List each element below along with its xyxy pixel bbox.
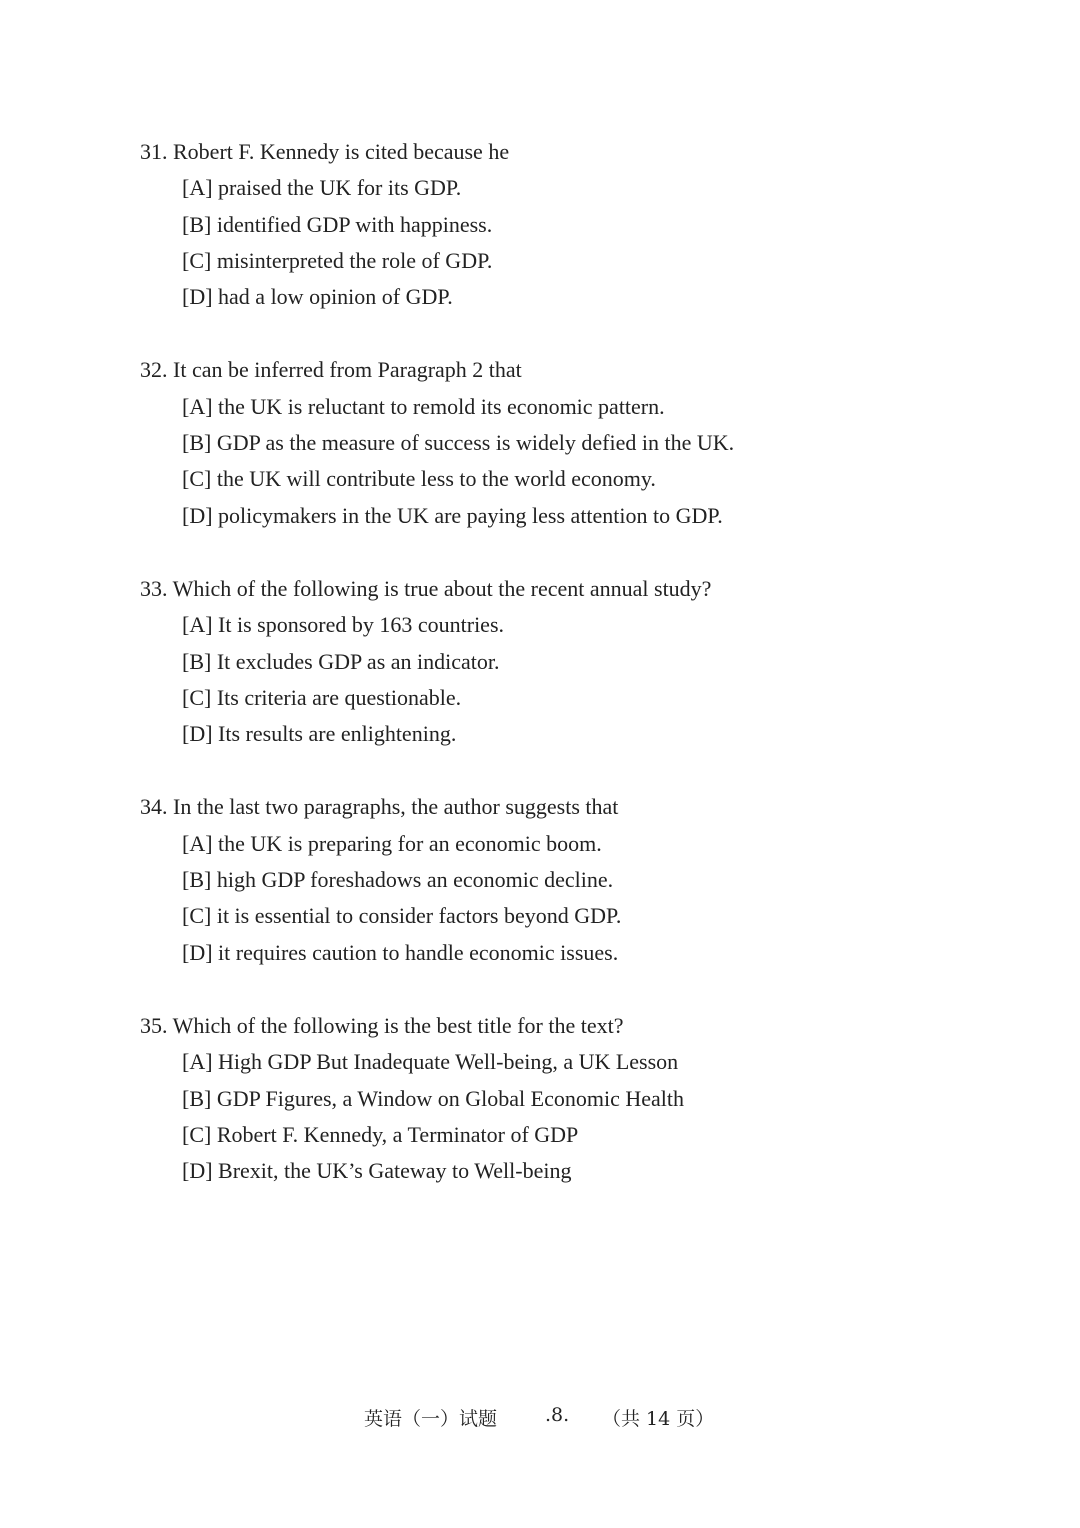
question-stem: 32. It can be inferred from Paragraph 2 that — [140, 357, 522, 383]
option-c: [C] the UK will contribute less to the world economy. — [182, 466, 656, 492]
option-b: [B] It excludes GDP as an indicator. — [182, 648, 500, 674]
option-d: [D] it requires caution to handle economic issues. — [182, 939, 619, 965]
option-c: [C] Its criteria are questionable. — [182, 684, 462, 710]
option-a: [A] High GDP But Inadequate Well-being, a UK Lesson — [182, 1049, 679, 1075]
option-a: [A] the UK is reluctant to remold its economic pattern. — [182, 393, 665, 419]
question-31 — [140, 134, 1000, 315]
option-b: [B] GDP Figures, a Window on Global Economic Health — [182, 1085, 684, 1111]
footer-total-pages: （共 14 页） — [602, 1408, 715, 1430]
option-a: [A] praised the UK for its GDP. — [182, 175, 462, 201]
question-35 — [140, 1008, 1000, 1189]
question-33 — [140, 571, 1000, 752]
option-d: [D] had a low opinion of GDP. — [182, 284, 453, 310]
option-c: [C] it is essential to consider factors beyond GDP. — [182, 903, 622, 929]
option-b: [B] identified GDP with happiness. — [182, 211, 493, 237]
question-list — [140, 134, 1000, 1226]
option-d: [D] policymakers in the UK are paying less attention to GDP. — [182, 502, 723, 528]
footer-subject: 英语（一）试题 — [364, 1408, 498, 1430]
option-b: [B] GDP as the measure of success is widely defied in the UK. — [182, 430, 735, 456]
option-d: [D] Brexit, the UK’s Gateway to Well-being — [182, 1158, 572, 1184]
footer-page-number: .8. — [545, 1404, 570, 1426]
option-c: [C] Robert F. Kennedy, a Terminator of GDP — [182, 1121, 579, 1147]
question-stem: 34. In the last two paragraphs, the author suggests that — [140, 794, 619, 820]
option-a: [A] It is sponsored by 163 countries. — [182, 612, 505, 638]
option-c: [C] misinterpreted the role of GDP. — [182, 247, 493, 273]
question-stem: 33. Which of the following is true about the recent annual study? — [140, 575, 712, 601]
question-stem: 31. Robert F. Kennedy is cited because he — [140, 139, 510, 164]
option-d: [D] Its results are enlightening. — [182, 721, 457, 747]
question-34 — [140, 789, 1000, 970]
option-b: [B] high GDP foreshadows an economic decline. — [182, 867, 614, 893]
question-32 — [140, 352, 1000, 533]
question-stem: 35. Which of the following is the best title for the text? — [140, 1012, 624, 1038]
option-a: [A] the UK is preparing for an economic boom. — [182, 830, 602, 856]
